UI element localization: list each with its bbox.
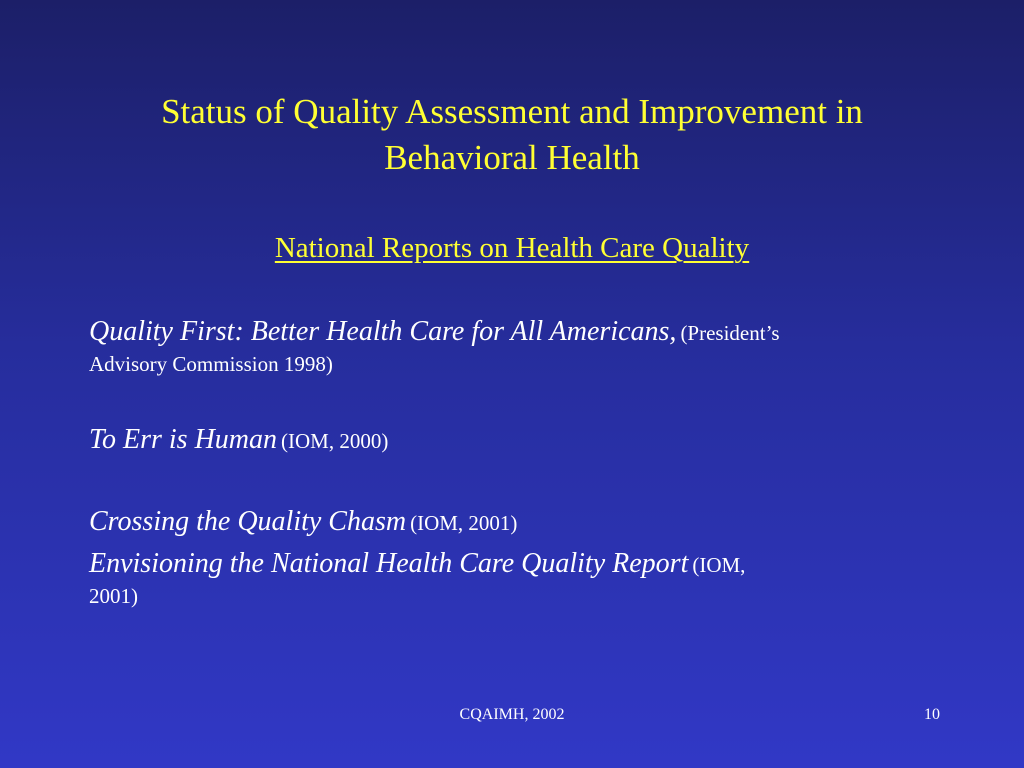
report-source: (President’s bbox=[680, 321, 780, 345]
report-item bbox=[89, 312, 949, 378]
report-item bbox=[89, 544, 949, 610]
report-item bbox=[89, 502, 949, 546]
slide-subtitle: National Reports on Health Care Quality bbox=[274, 232, 750, 264]
report-item bbox=[89, 420, 949, 464]
report-source: (IOM, bbox=[692, 553, 746, 577]
slide-title-line2: Behavioral Health bbox=[384, 138, 640, 177]
report-title: Envisioning the National Health Care Quality Report bbox=[89, 548, 689, 579]
report-title: Quality First: Better Health Care for All Americans, bbox=[89, 316, 677, 347]
slide-page-number: 10 bbox=[924, 706, 940, 723]
report-title: To Err is Human bbox=[89, 424, 278, 455]
slide-title-line1: Status of Quality Assessment and Improvement in bbox=[161, 92, 863, 131]
slide-title bbox=[60, 89, 964, 181]
report-source: (IOM, 2001) bbox=[410, 511, 518, 535]
report-source: (IOM, 2000) bbox=[281, 429, 389, 453]
report-source-continued: 2001) bbox=[89, 584, 138, 608]
report-source-continued: Advisory Commission 1998) bbox=[89, 352, 333, 376]
report-title: Crossing the Quality Chasm bbox=[89, 506, 407, 537]
slide-footer: CQAIMH, 2002 bbox=[459, 706, 565, 723]
